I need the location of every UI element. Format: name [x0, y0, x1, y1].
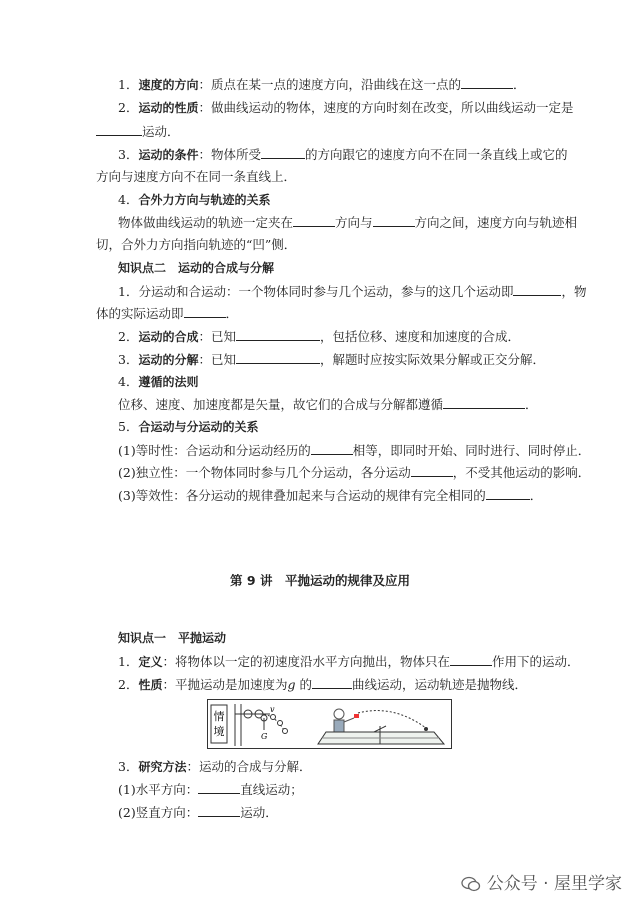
- item-heading: 研究方法: [138, 760, 187, 774]
- answer-blank[interactable]: [311, 442, 353, 455]
- answer-blank[interactable]: [198, 804, 240, 817]
- item-number: 1．: [118, 77, 139, 92]
- l9-item3: [118, 759, 311, 775]
- s2-item3: [118, 351, 545, 368]
- item-number: 4．: [118, 192, 139, 207]
- ball: [271, 715, 276, 720]
- answer-blank[interactable]: [450, 653, 492, 666]
- item-text: 运动．: [142, 124, 180, 139]
- answer-blank[interactable]: [198, 781, 240, 794]
- item-number: 4．: [118, 374, 139, 389]
- ball: [283, 729, 288, 734]
- scenario-tag-char-1: 情: [213, 710, 225, 723]
- answer-blank[interactable]: [293, 214, 335, 227]
- s2-sub3: [118, 487, 542, 504]
- answer-blank[interactable]: [513, 283, 561, 296]
- answer-blank[interactable]: [486, 487, 530, 500]
- l9-item2: [118, 676, 527, 693]
- s1-item4-head: [118, 192, 270, 208]
- item-text: 物体做曲线运动的轨迹一定夹在: [118, 215, 294, 230]
- item-heading: 定义: [138, 655, 163, 669]
- item-text: ，物: [561, 284, 587, 299]
- item-number: 3．: [118, 352, 139, 367]
- item-number: 5．: [118, 419, 139, 434]
- s1-item3-cont: [96, 169, 296, 185]
- lecture-title: 第 9 讲 平抛运动的规律及应用: [230, 573, 410, 588]
- projectile-illustration: [208, 700, 451, 748]
- item-text: (1)等时性：合运动和分运动经历的: [118, 443, 311, 458]
- answer-blank[interactable]: [373, 214, 415, 227]
- item-text: ：将物体以一定的初速度沿水平方向抛出，物体只在: [162, 654, 450, 669]
- item-number: 3．: [118, 759, 139, 774]
- item-number: 3．: [118, 147, 139, 162]
- s2-item1-cont: [96, 305, 238, 322]
- item-text: 相等，即同时开始、同时进行、同时停止．: [352, 443, 591, 458]
- item-text: 的方向跟它的速度方向不在同一条直线上或它的: [304, 147, 568, 162]
- item-text: ．: [225, 306, 239, 321]
- answer-blank[interactable]: [261, 146, 305, 159]
- ball: [278, 721, 283, 726]
- l9-sub1: [118, 781, 303, 798]
- item-text: (2)竖直方向：: [118, 805, 199, 820]
- item-heading: 性质: [138, 678, 163, 692]
- item-text: ：质点在某一点的速度方向，沿曲线在这一点的: [198, 77, 461, 92]
- s2-item4: [118, 396, 538, 413]
- item-text: 体的实际运动即: [96, 306, 184, 321]
- s2-item4-head: [118, 374, 198, 390]
- label-v: v: [270, 705, 275, 714]
- item-text: 1．分运动和合运动：一个物体同时参与几个运动，参与的这几个运动即: [118, 284, 514, 299]
- s2-sub2: [118, 464, 590, 481]
- item-text: (3)等效性：各分运动的规律叠加起来与合运动的规律有完全相同的: [118, 488, 486, 503]
- item-text: (2)独立性：一个物体同时参与几个分运动，各分运动: [118, 465, 411, 480]
- scenario-figure: [207, 699, 452, 749]
- item-text: 方向之间，速度方向与轨迹相: [414, 215, 578, 230]
- label-G: G: [261, 732, 268, 741]
- item-text: ．: [529, 488, 543, 503]
- item-text: 位移、速度、加速度都是矢量，故它们的合成与分解都遵循: [118, 397, 444, 412]
- item-text: 方向与: [335, 215, 373, 230]
- answer-blank[interactable]: [184, 305, 226, 318]
- item-number: 2．: [118, 100, 139, 115]
- item-text: ：已知: [198, 352, 236, 367]
- answer-blank[interactable]: [96, 123, 142, 136]
- item-number: 1．: [118, 654, 139, 669]
- item-text: (1)水平方向：: [118, 782, 199, 797]
- item-text: ：已知: [198, 329, 236, 344]
- s1-item1: [118, 76, 526, 93]
- ball: [424, 727, 428, 731]
- l9-sub2: [118, 804, 278, 821]
- s2-item5-head: [118, 419, 258, 435]
- s1-item3: [118, 146, 568, 163]
- item-heading: 运动的性质: [138, 101, 199, 115]
- person-arm: [344, 718, 354, 722]
- section-heading: 知识点一 平抛运动: [118, 631, 227, 645]
- item-heading: 运动的合成: [138, 330, 199, 344]
- answer-blank[interactable]: [461, 76, 513, 89]
- s2-item1: [118, 283, 586, 300]
- s2-sub1: [118, 442, 590, 459]
- item-text: 切，合外力方向指向轨迹的“凹”侧．: [96, 237, 297, 252]
- item-text: ．: [512, 77, 526, 92]
- item-heading: 运动的分解: [138, 353, 199, 367]
- item-heading: 合运动与分运动的关系: [138, 420, 259, 434]
- trajectory-path: [358, 711, 426, 728]
- item-text: 直线运动；: [240, 782, 303, 797]
- watermark: [461, 869, 622, 894]
- paddle: [354, 714, 359, 718]
- s1-item2-cont: [96, 123, 180, 140]
- answer-blank[interactable]: [411, 464, 453, 477]
- item-text: ：物体所受: [198, 147, 261, 162]
- answer-blank[interactable]: [236, 328, 320, 341]
- item-text: ：运动的合成与分解．: [186, 759, 312, 774]
- item-text: 作用下的运动．: [491, 654, 580, 669]
- l9-item1: [118, 653, 580, 670]
- s1-item2: [118, 100, 573, 116]
- item-heading: 遵循的法则: [138, 375, 199, 389]
- person-body: [334, 720, 344, 732]
- item-text: ，解题时应按实际效果分解或正交分解．: [319, 352, 545, 367]
- item-text: ．: [525, 397, 538, 412]
- s1-item4-cont: [96, 237, 296, 253]
- item-text: 运动．: [240, 805, 278, 820]
- item-text: ，包括位移、速度和加速度的合成．: [319, 329, 520, 344]
- item-text: ：做曲线运动的物体，速度的方向时刻在改变，所以曲线运动一定是: [198, 100, 574, 115]
- answer-blank[interactable]: [236, 351, 320, 364]
- answer-blank[interactable]: [312, 676, 352, 689]
- watermark-text: 公众号 · 屋里学家: [486, 874, 622, 894]
- s2-item2: [118, 328, 520, 345]
- section-heading: 知识点二 运动的合成与分解: [118, 261, 275, 275]
- item-text: 方向与速度方向不在同一条直线上．: [96, 169, 297, 184]
- item-heading: 运动的条件: [138, 148, 199, 162]
- wechat-icon: [461, 876, 481, 892]
- item-number: 2．: [118, 677, 139, 692]
- person-head: [334, 709, 344, 719]
- s1-item4: [118, 214, 577, 231]
- item-heading: 合外力方向与轨迹的关系: [138, 193, 271, 207]
- item-number: 2．: [118, 329, 139, 344]
- item-heading: 速度的方向: [138, 78, 199, 92]
- item-text: ，不受其他运动的影响．: [452, 465, 591, 480]
- symbol-g: g: [287, 677, 296, 692]
- answer-blank[interactable]: [443, 396, 525, 409]
- item-text: 曲线运动，运动轨迹是抛物线．: [351, 677, 527, 692]
- scenario-tag-char-2: 境: [213, 725, 225, 738]
- item-text: ：平抛运动是加速度为: [162, 677, 288, 692]
- item-text: 的: [295, 677, 312, 692]
